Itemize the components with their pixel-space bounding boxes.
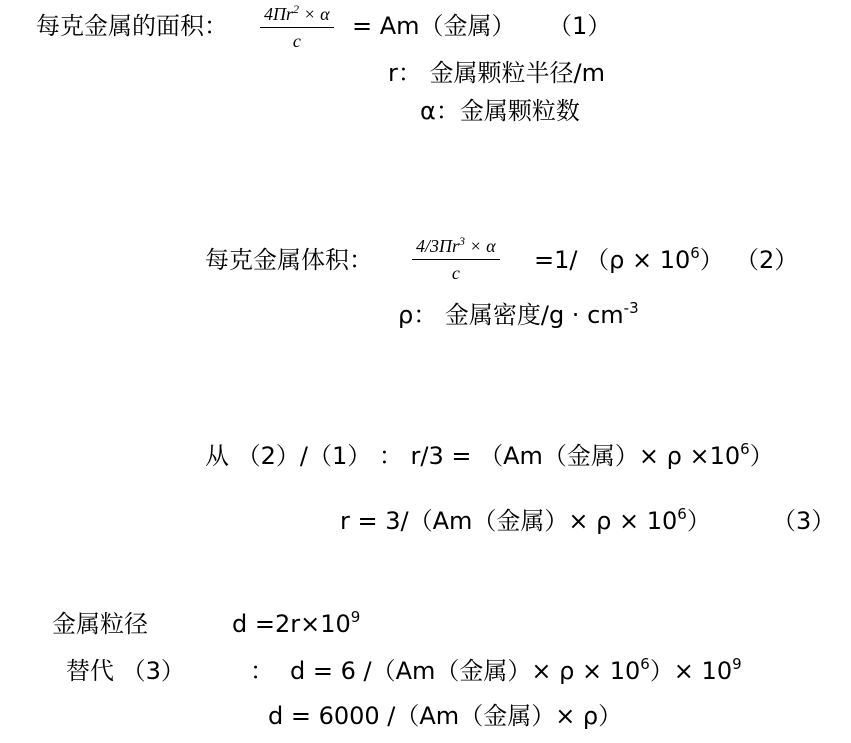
eq1-rhs: = Am（金属） — [352, 12, 516, 40]
substitution-label: 替代 （3） — [66, 657, 185, 685]
eq1-denominator: c — [292, 31, 301, 51]
eq3-result: r = 3/（Am（金属）× $\rho \times 10^6$） — [340, 505, 711, 535]
eq1-label: 每克金属的面积： — [36, 12, 228, 40]
def-r: r： 金属颗粒半径/m — [388, 59, 605, 87]
eq2-label: 每克金属体积： — [205, 246, 373, 274]
eq3-derivation: 从 （2）/（1） ： r/3 = （Am（金属）× $\rho \times 10^6$） — [205, 440, 774, 470]
eq3-number: （3） — [772, 507, 836, 535]
eq2-fraction — [412, 236, 500, 284]
eq2-denominator: c — [451, 263, 460, 283]
final-formula: d = 6000 /（Am（金属）× ρ） — [268, 702, 623, 730]
substitution-colon: ： — [250, 657, 274, 685]
diameter-label: 金属粒径 — [52, 610, 148, 638]
eq2-number: （2） — [735, 246, 799, 274]
eq2-numerator: $4/3\Pi r^3 \times \alpha$ — [416, 234, 496, 256]
def-alpha: α：金属颗粒数 — [420, 97, 580, 125]
eq1-numerator: $4\Pi r^2 \times \alpha$ — [264, 2, 330, 24]
eq1-number: （1） — [548, 12, 612, 40]
substitution-formula: d = 6 /（Am（金属）× $\rho \times 10^6)\times 10^9$ — [290, 655, 742, 685]
diameter-formula: $d =2r\times 10^9$ — [232, 608, 361, 638]
def-rho: ρ： 金属密度$/g \cdot cm^{-3}$ — [398, 299, 639, 329]
eq1-fraction — [260, 4, 334, 52]
eq2-rhs: =1/ $(\rho \times 10^6)$ — [534, 244, 724, 274]
